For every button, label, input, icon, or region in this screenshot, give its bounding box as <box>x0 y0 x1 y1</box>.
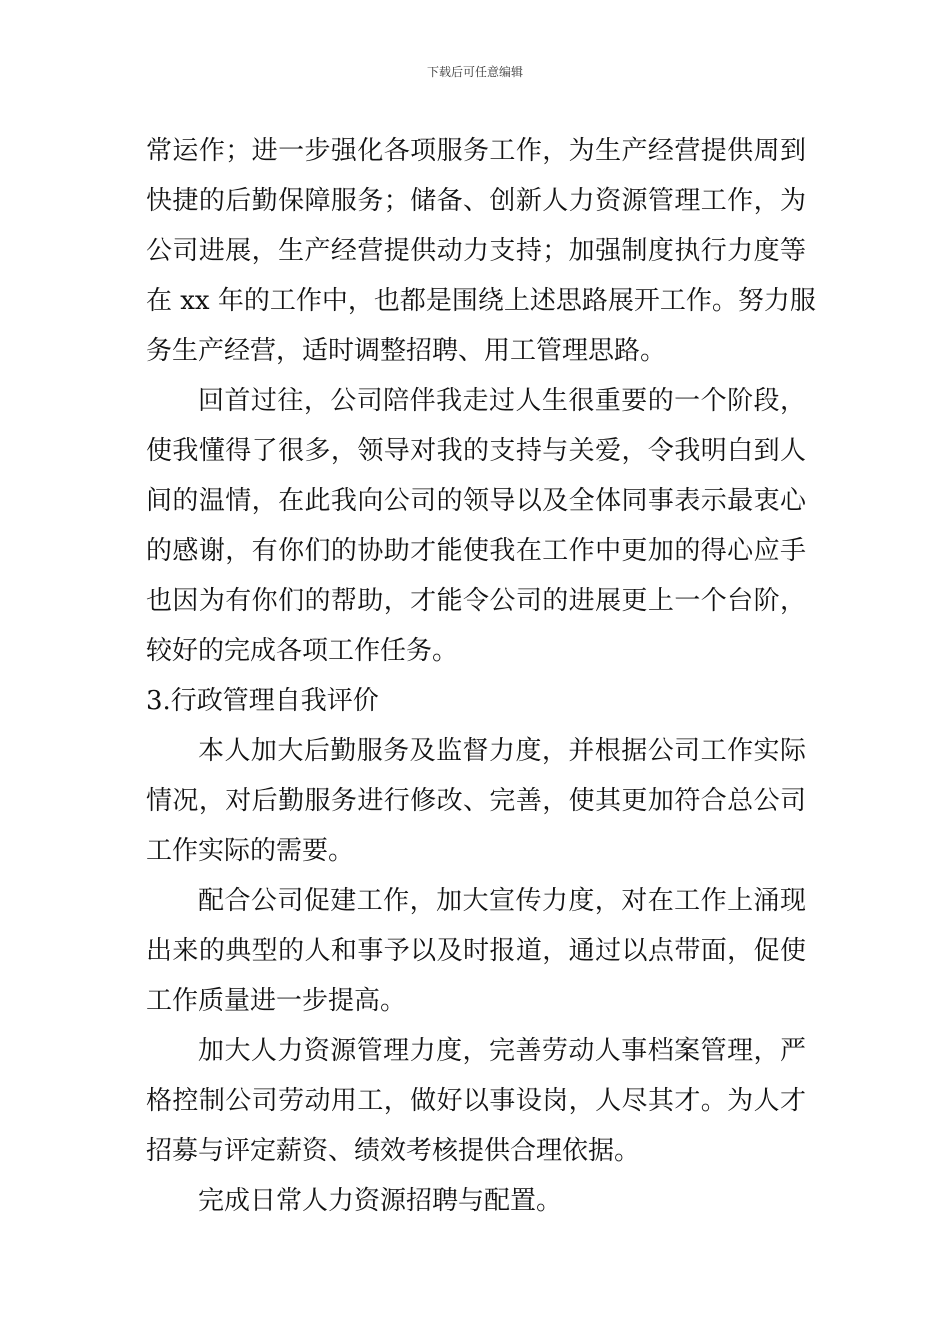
text-line: 本人加大后勤服务及监督力度，并根据公司工作实际 <box>198 736 806 766</box>
text-line: 较好的完成各项工作任务。 <box>146 636 459 666</box>
text-line: 格控制公司劳动用工，做好以事设岗，人尽其才。为人才 <box>146 1086 806 1116</box>
text-line: 间的温情，在此我向公司的领导以及全体同事表示最衷心 <box>146 486 806 516</box>
paragraph <box>146 1176 806 1226</box>
paragraph <box>146 126 816 376</box>
paragraph <box>146 1026 806 1176</box>
text-line: 招募与评定薪资、绩效考核提供合理依据。 <box>146 1136 641 1166</box>
text-line: 公司进展，生产经营提供动力支持；加强制度执行力度等 <box>146 236 806 266</box>
text-line: 常运作；进一步强化各项服务工作，为生产经营提供周到 <box>146 136 806 166</box>
paragraph <box>146 376 806 676</box>
text-line: 使我懂得了很多，领导对我的支持与关爱，令我明白到人 <box>146 436 806 466</box>
section-heading <box>146 676 806 726</box>
document-body <box>146 126 816 1226</box>
text-line: 加大人力资源管理力度，完善劳动人事档案管理，严 <box>198 1036 806 1066</box>
text-line: 3.行政管理自我评价 <box>146 686 379 716</box>
text-line: 回首过往，公司陪伴我走过人生很重要的一个阶段， <box>198 386 806 416</box>
text-line: 也因为有你们的帮助，才能令公司的进展更上一个台阶， <box>146 586 806 616</box>
page-header: 下载后可任意编辑 <box>426 65 523 79</box>
text-line: 的感谢，有你们的协助才能使我在工作中更加的得心应手 <box>146 536 806 566</box>
text-line: 出来的典型的人和事予以及时报道，通过以点带面，促使 <box>146 936 806 966</box>
text-line: 完成日常人力资源招聘与配置。 <box>198 1186 563 1216</box>
text-line: 工作质量进一步提高。 <box>146 986 407 1016</box>
text-line: 情况，对后勤服务进行修改、完善，使其更加符合总公司 <box>146 786 806 816</box>
text-line: 务生产经营，适时调整招聘、用工管理思路。 <box>146 336 667 366</box>
text-line: 快捷的后勤保障服务；储备、创新人力资源管理工作，为 <box>146 186 806 216</box>
text-line: 在 xx 年的工作中，也都是围绕上述思路展开工作。努力服 <box>146 286 816 316</box>
text-line: 工作实际的需要。 <box>146 836 355 866</box>
paragraph <box>146 726 806 876</box>
paragraph <box>146 876 806 1026</box>
text-line: 配合公司促建工作，加大宣传力度，对在工作上涌现 <box>198 886 806 916</box>
